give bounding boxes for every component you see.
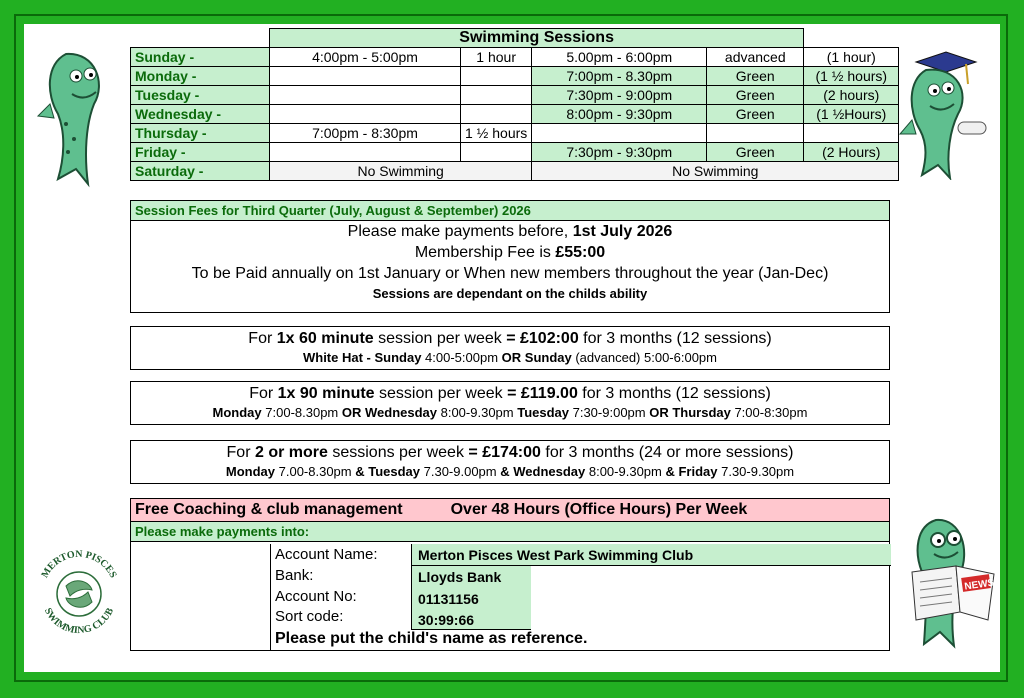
late-duration: (2 hours)	[804, 86, 899, 105]
membership-line	[131, 244, 889, 262]
option-60-detail: White Hat - Sunday 4:00-5:00pm OR Sunday (advanced) 5:00-6:00pm	[302, 350, 717, 365]
membership-fee: £55:00	[555, 244, 606, 261]
club-logo	[34, 542, 124, 647]
late-time: 7:30pm - 9:30pm	[532, 143, 707, 162]
early-duration	[461, 67, 532, 86]
day-label: Thursday -	[131, 124, 270, 143]
day-label: Sunday -	[131, 48, 270, 67]
early-time: 7:00pm - 8:30pm	[270, 124, 461, 143]
table-corner	[131, 29, 270, 48]
svg-text:NEWS: NEWS	[963, 577, 995, 593]
session-fees-box	[130, 200, 890, 313]
table-row	[131, 105, 899, 124]
bank-value: Lloyds Bank	[411, 566, 531, 588]
late-duration: (1 hour)	[804, 48, 899, 67]
payment-details-box	[130, 498, 890, 651]
level: Green	[707, 105, 804, 124]
level	[707, 124, 804, 143]
table-header-blank	[804, 29, 899, 48]
day-label: Wednesday -	[131, 105, 270, 124]
svg-text:MERTON PISCES: MERTON PISCES	[39, 548, 119, 580]
early-duration	[461, 86, 532, 105]
sort-code-value: 30:99:66	[411, 610, 531, 630]
early-time	[270, 105, 461, 124]
option-90-minute-box	[130, 381, 890, 425]
account-panel	[270, 544, 891, 651]
sort-code-label: Sort code:	[275, 608, 344, 625]
late-duration: (2 Hours)	[804, 143, 899, 162]
day-label: Tuesday -	[131, 86, 270, 105]
svg-text:SWIMMING CLUB: SWIMMING CLUB	[41, 606, 117, 637]
pay-before-line	[131, 223, 889, 241]
late-duration: (1 ½ hours)	[804, 67, 899, 86]
coaching-bar	[131, 499, 889, 522]
day-label: Friday -	[131, 143, 270, 162]
payments-into-bar: Please make payments into:	[131, 522, 889, 542]
fish-cartoon-icon	[36, 44, 116, 189]
office-hours-text: Over 48 Hours (Office Hours) Per Week	[450, 501, 748, 518]
account-no-label: Account No:	[275, 588, 357, 605]
day-label: Saturday -	[131, 162, 270, 181]
option-90-line: For 1x 90 minute session per week = £119.00 for 3 months (12 sessions)	[249, 385, 771, 402]
level: Green	[707, 86, 804, 105]
no-swimming-right: No Swimming	[532, 162, 899, 181]
table-row	[131, 162, 899, 181]
graduate-fish-icon	[896, 50, 996, 180]
table-row	[131, 86, 899, 105]
pay-before-text: Please make payments before,	[347, 223, 573, 240]
fees-header: Session Fees for Third Quarter (July, August & September) 2026	[131, 201, 889, 221]
early-time: 4:00pm - 5:00pm	[270, 48, 461, 67]
annual-line: To be Paid annually on 1st January or When new members throughout the year (Jan-Dec)	[191, 265, 829, 282]
bank-label: Bank:	[275, 567, 314, 584]
ability-note: Sessions are dependant on the childs ability	[372, 286, 648, 301]
early-duration: 1 ½ hours	[461, 124, 532, 143]
option-60-minute-box	[130, 326, 890, 370]
late-time	[532, 124, 707, 143]
table-row	[131, 48, 899, 67]
no-swimming-left: No Swimming	[270, 162, 532, 181]
late-time: 8:00pm - 9:30pm	[532, 105, 707, 124]
account-name-label: Account Name:	[275, 546, 378, 563]
swimming-sessions-table	[130, 28, 899, 181]
late-duration: (1 ½Hours)	[804, 105, 899, 124]
late-time: 7:00pm - 8.30pm	[532, 67, 707, 86]
table-row	[131, 124, 899, 143]
level: advanced	[707, 48, 804, 67]
table-row	[131, 67, 899, 86]
early-time	[270, 143, 461, 162]
option-two-or-more-box	[130, 440, 890, 484]
late-time: 5.00pm - 6:00pm	[532, 48, 707, 67]
account-name-value: Merton Pisces West Park Swimming Club	[411, 544, 891, 566]
early-time	[270, 67, 461, 86]
option-60-line: For 1x 60 minute session per week = £102:00 for 3 months (12 sessions)	[248, 330, 772, 347]
day-label: Monday -	[131, 67, 270, 86]
coaching-text: Free Coaching & club management	[135, 501, 403, 518]
late-duration	[804, 124, 899, 143]
newspaper-fish-icon	[896, 512, 1000, 652]
schedule-title: Swimming Sessions	[270, 29, 804, 48]
reference-note: Please put the child's name as reference.	[275, 630, 588, 647]
level: Green	[707, 67, 804, 86]
pay-before-date: 1st July 2026	[572, 223, 673, 240]
early-duration	[461, 143, 532, 162]
early-duration: 1 hour	[461, 48, 532, 67]
option-2-detail: Monday 7.00-8.30pm & Tuesday 7.30-9.00pm & Wednesday 8:00-9.30pm & Friday 7.30-9.30pm	[225, 464, 795, 479]
early-time	[270, 86, 461, 105]
option-2-line: For 2 or more sessions per week = £174:00 for 3 months (24 or more sessions)	[226, 444, 794, 461]
poster-page	[24, 24, 1000, 672]
table-row	[131, 143, 899, 162]
late-time: 7:30pm - 9:00pm	[532, 86, 707, 105]
account-no-value: 01131156	[411, 588, 531, 610]
option-90-detail: Monday 7:00-8.30pm OR Wednesday 8:00-9.30pm Tuesday 7:30-9:00pm OR Thursday 7:00-8:30pm	[212, 405, 808, 420]
level: Green	[707, 143, 804, 162]
membership-text: Membership Fee is	[414, 244, 556, 261]
early-duration	[461, 105, 532, 124]
